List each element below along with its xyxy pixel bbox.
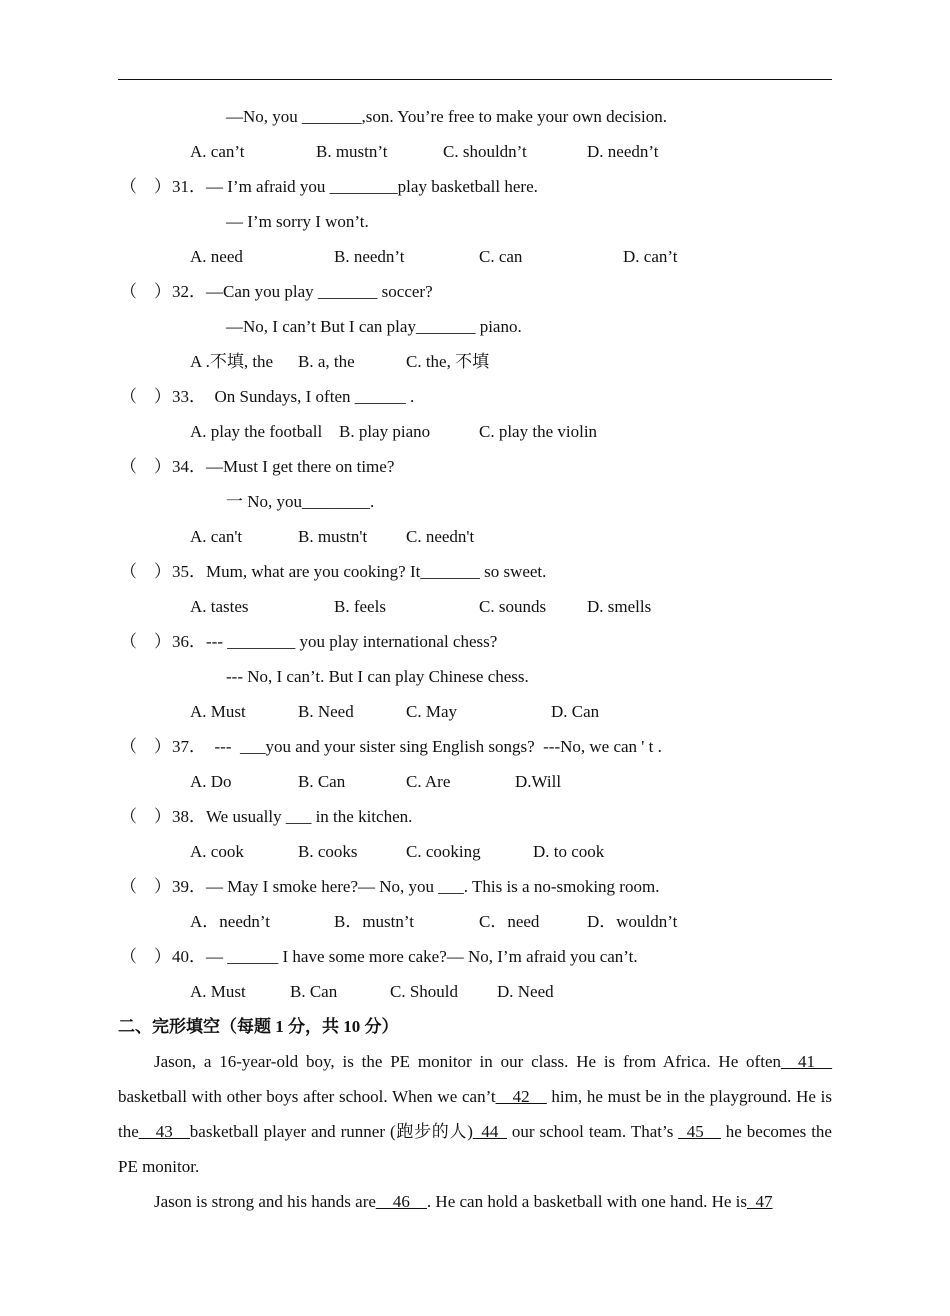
- q31-answer-bracket: （ ）: [120, 177, 171, 196]
- q32-answer-bracket: （ ）: [120, 282, 171, 301]
- text-run: him, he must be in the playground. He is the: [118, 1087, 832, 1141]
- q33-option-c: C. play the violin: [479, 422, 598, 441]
- q31-option-d: D. can’t: [623, 247, 678, 266]
- q30-response: —No, you _______,son. You’re free to make your own decision.: [226, 107, 667, 126]
- q37-answer-bracket: （ ）: [120, 737, 171, 756]
- q36-response: --- No, I can’t. But I can play Chinese chess.: [226, 667, 529, 686]
- text-run: Jason, a 16-year-old boy, is the PE monitor in our class. He is from Africa. He often: [154, 1052, 781, 1071]
- q37-option-a: A. Do: [190, 772, 232, 791]
- q35-stem: 35．Mum, what are you cooking? It_______ so sweet.: [172, 562, 547, 581]
- text-run: . He can hold a basketball with one hand. He is: [426, 1192, 747, 1211]
- q33-option-b: B. play piano: [339, 422, 431, 441]
- q38-option-a: A. cook: [190, 842, 244, 861]
- q34-option-b: B. mustn't: [298, 527, 368, 546]
- q32-stem: 32．—Can you play _______ soccer?: [172, 282, 433, 301]
- text-run: Jason is strong and his hands are: [154, 1192, 376, 1211]
- q40-option-a: A. Must: [190, 982, 246, 1001]
- q34-answer-bracket: （ ）: [120, 457, 171, 476]
- q33-option-a: A. play the football: [190, 422, 323, 441]
- q35-option-b: B. feels: [334, 597, 386, 616]
- blank-47: _47: [747, 1192, 773, 1211]
- blank-45: _45__: [678, 1122, 721, 1141]
- blank-44: _44_: [472, 1122, 507, 1141]
- text-run: basketball player and runner (跑步的人): [189, 1122, 473, 1141]
- q38-stem: 38．We usually ___ in the kitchen.: [172, 807, 413, 826]
- q32-response: —No, I can’t But I can play_______ piano.: [226, 317, 522, 336]
- q38-option-d: D. to cook: [533, 842, 605, 861]
- blank-41: __41__: [781, 1052, 832, 1071]
- q32-option-c: C. the, 不填: [406, 352, 490, 371]
- q40-option-d: D. Need: [497, 982, 554, 1001]
- q31-option-b: B. needn’t: [334, 247, 405, 266]
- q39-option-a: A．needn’t: [190, 912, 270, 931]
- q37-stem: 37． --- ___you and your sister sing English songs? ---No, we can ' t .: [172, 737, 662, 756]
- q31-option-a: A. need: [190, 247, 243, 266]
- cloze-paragraph-2: [118, 1184, 832, 1219]
- q37-option-b: B. Can: [298, 772, 346, 791]
- text-run: our school team. That’s: [506, 1122, 679, 1141]
- q36-answer-bracket: （ ）: [120, 632, 171, 651]
- text-run: he becomes the PE monitor.: [118, 1122, 832, 1176]
- q35-answer-bracket: （ ）: [120, 562, 171, 581]
- q40-option-b: B. Can: [290, 982, 338, 1001]
- q34-option-a: A. can't: [190, 527, 243, 546]
- q31-stem: 31．— I’m afraid you ________play basketball here.: [172, 177, 538, 196]
- q36-option-d: D. Can: [551, 702, 600, 721]
- q40-stem: 40．— ______ I have some more cake?— No, I’m afraid you can’t.: [172, 947, 638, 966]
- q39-option-b: B．mustn’t: [334, 912, 414, 931]
- q34-option-c: C. needn't: [406, 527, 475, 546]
- q30-option-a: A. can’t: [190, 142, 245, 161]
- q36-option-c: C. May: [406, 702, 457, 721]
- q30-option-b: B. mustn’t: [316, 142, 388, 161]
- q33-stem: 33． On Sundays, I often ______ .: [172, 387, 415, 406]
- blank-43: __43__: [138, 1122, 190, 1141]
- q38-option-b: B. cooks: [298, 842, 358, 861]
- q34-stem: 34．—Must I get there on time?: [172, 457, 395, 476]
- q37-option-c: C. Are: [406, 772, 451, 791]
- q40-answer-bracket: （ ）: [120, 947, 171, 966]
- q33-answer-bracket: （ ）: [120, 387, 171, 406]
- q32-option-a: A .不填, the: [190, 352, 274, 371]
- header-rule: [118, 79, 832, 80]
- q36-stem: 36．--- ________ you play international chess?: [172, 632, 498, 651]
- q34-response: 一 No, you________.: [226, 492, 375, 511]
- cloze-paragraph-1: [118, 1044, 832, 1184]
- q39-answer-bracket: （ ）: [120, 877, 171, 896]
- q32-option-b: B. a, the: [298, 352, 355, 371]
- q31-response: — I’m sorry I won’t.: [226, 212, 369, 231]
- q30-option-d: D. needn’t: [587, 142, 659, 161]
- q37-option-d: D.Will: [515, 772, 562, 791]
- q39-option-c: C．need: [479, 912, 540, 931]
- q30-option-c: C. shouldn’t: [443, 142, 527, 161]
- q38-answer-bracket: （ ）: [120, 807, 171, 826]
- q35-option-d: D. smells: [587, 597, 652, 616]
- q36-option-a: A. Must: [190, 702, 246, 721]
- q38-option-c: C. cooking: [406, 842, 481, 861]
- q31-option-c: C. can: [479, 247, 523, 266]
- q39-stem: 39．— May I smoke here?— No, you ___. This is a no-smoking room.: [172, 877, 660, 896]
- blank-42: __42__: [495, 1087, 547, 1106]
- section-heading: 二、完形填空（每题 1 分，共 10 分）: [118, 1017, 399, 1036]
- q35-option-a: A. tastes: [190, 597, 249, 616]
- q39-option-d: D．wouldn’t: [587, 912, 678, 931]
- blank-46: __46__: [375, 1192, 427, 1211]
- cloze-passage: [118, 1044, 832, 1219]
- q40-option-c: C. Should: [390, 982, 459, 1001]
- text-run: basketball with other boys after school. When we can’t: [118, 1087, 496, 1106]
- q36-option-b: B. Need: [298, 702, 354, 721]
- q35-option-c: C. sounds: [479, 597, 547, 616]
